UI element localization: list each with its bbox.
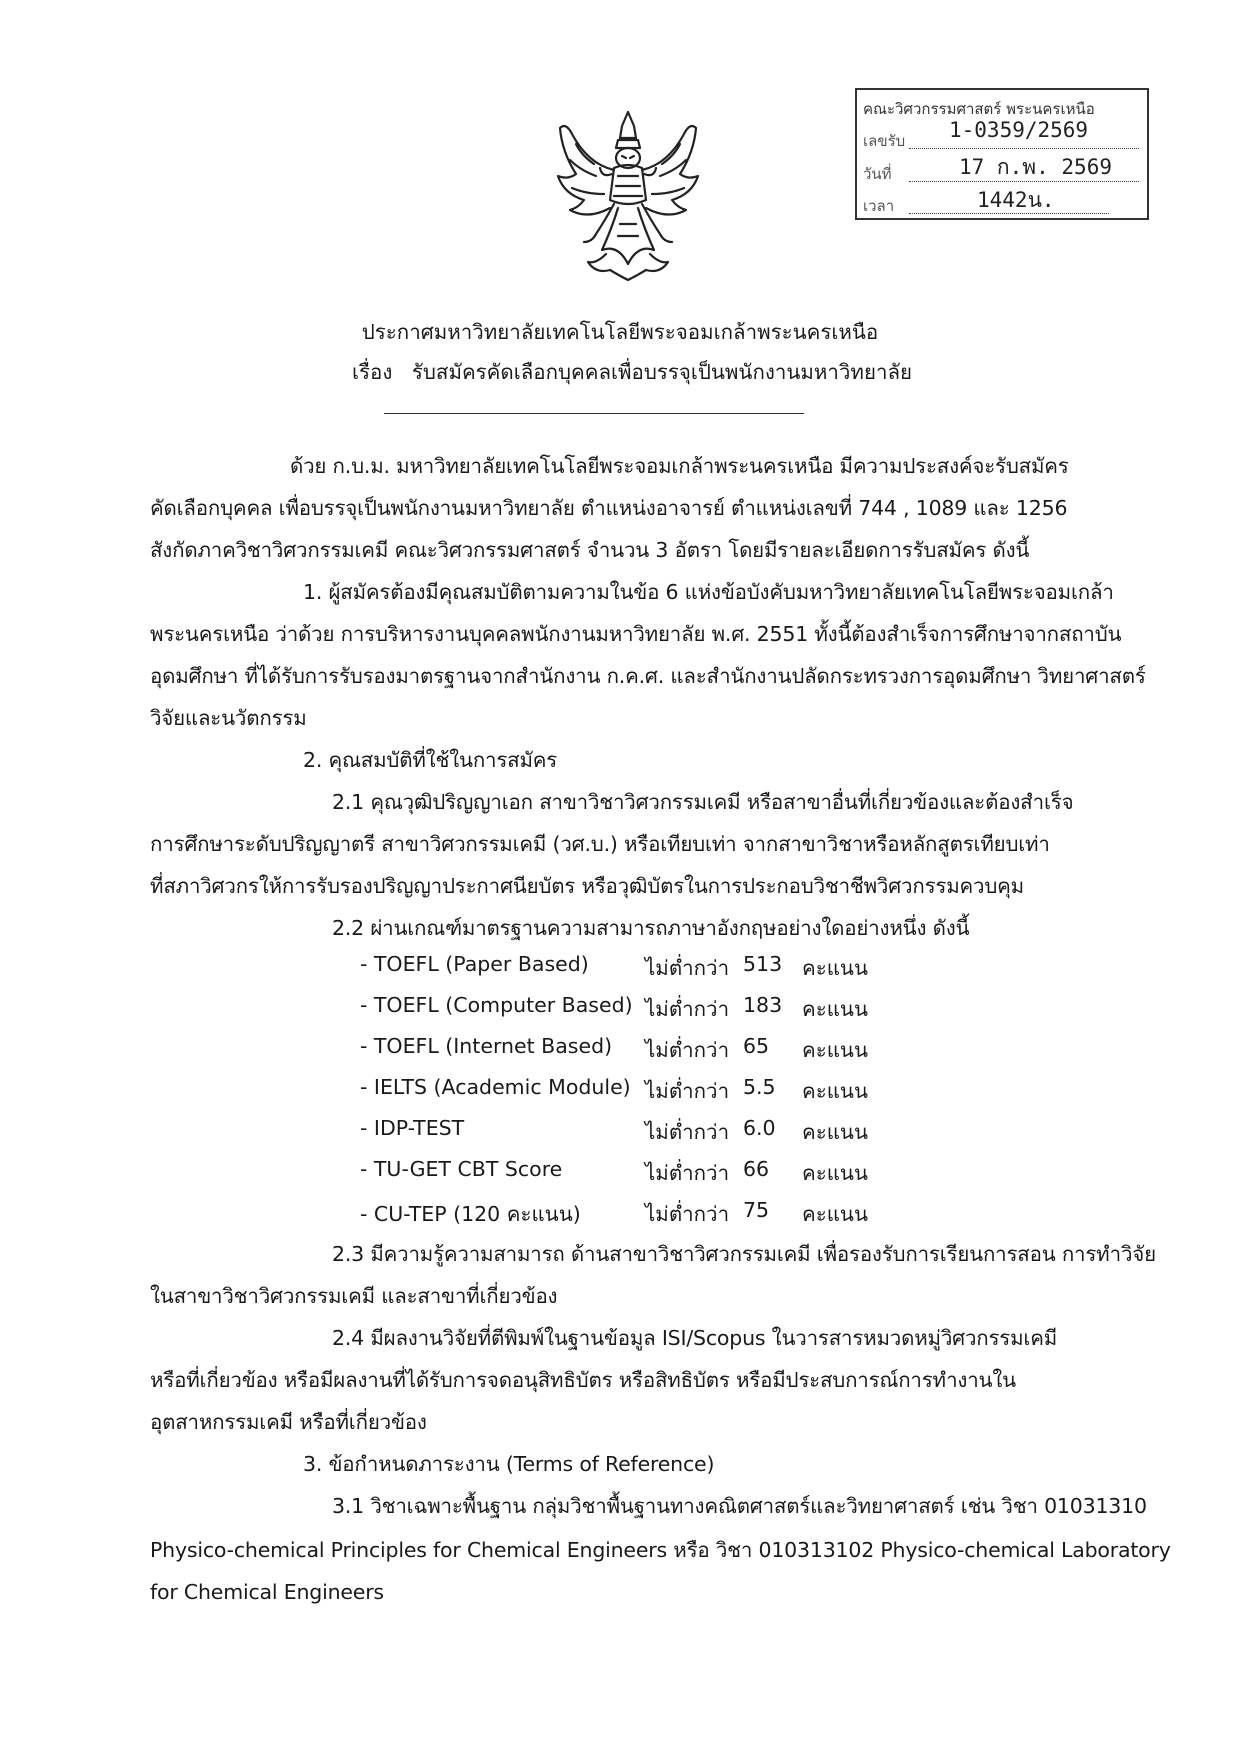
stamp-org: คณะวิศวกรรมศาสตร์ พระนครเหนือ	[863, 100, 1095, 118]
item2-1-line-2: การศึกษาระดับปริญญาตรี สาขาวิศวกรรมเคมี (วศ.บ.) หรือเทียบเท่า จากสาขาวิชาหรือหลักสูตรเทียบเท่า	[150, 832, 1050, 856]
score-value: 75	[743, 1198, 770, 1222]
item2-4-line-3: อุตสาหกรรมเคมี หรือที่เกี่ยวข้อง	[150, 1410, 427, 1434]
score-unit: คะแนน	[802, 956, 868, 980]
score-value: 65	[743, 1034, 770, 1058]
announcement-title: ประกาศมหาวิทยาลัยเทคโนโลยีพระจอมเกล้าพระนครเหนือ	[361, 320, 879, 344]
score-unit: คะแนน	[802, 997, 868, 1021]
stamp-time-label: เวลา	[863, 197, 895, 215]
score-unit: คะแนน	[802, 1079, 868, 1103]
score-condition: ไม่ต่ำกว่า	[645, 1161, 730, 1185]
receiving-stamp	[855, 88, 1149, 220]
stamp-receive-label: เลขรับ	[863, 132, 906, 150]
score-test: - TOEFL (Internet Based)	[360, 1034, 613, 1058]
score-condition: ไม่ต่ำกว่า	[645, 1120, 730, 1144]
item2-2-heading: 2.2 ผ่านเกณฑ์มาตรฐานความสามารถภาษาอังกฤษอย่างใดอย่างหนึ่ง ดังนี้	[332, 916, 970, 940]
score-condition: ไม่ต่ำกว่า	[645, 956, 730, 980]
score-value: 66	[743, 1157, 770, 1181]
item2-1-line-1: 2.1 คุณวุฒิปริญญาเอก สาขาวิชาวิศวกรรมเคมี หรือสาขาอื่นที่เกี่ยวข้องและต้องสำเร็จ	[332, 790, 1074, 814]
item3-1-line-2: Physico-chemical Principles for Chemical Engineers หรือ วิชา 010313102 Physico-chemical Laboratory	[150, 1538, 1171, 1562]
score-condition: ไม่ต่ำกว่า	[645, 1202, 730, 1226]
item2-3-line-1: 2.3 มีความรู้ความสามารถ ด้านสาขาวิชาวิศวกรรมเคมี เพื่อรองรับการเรียนการสอน การทำวิจัย	[332, 1242, 1156, 1266]
score-test: - CU-TEP (120 คะแนน)	[360, 1202, 581, 1226]
score-value: 183	[743, 993, 783, 1017]
intro-line-3: สังกัดภาควิชาวิศวกรรมเคมี คณะวิศวกรรมศาสตร์ จำนวน 3 อัตรา โดยมีรายละเอียดการรับสมัคร ดังนี้	[150, 538, 1030, 562]
subject-text: รับสมัครคัดเลือกบุคคลเพื่อบรรจุเป็นพนักงานมหาวิทยาลัย	[411, 360, 913, 384]
score-test: - TU-GET CBT Score	[360, 1157, 563, 1181]
item3-1-line-3: for Chemical Engineers	[150, 1580, 384, 1604]
item1-line-4: วิจัยและนวัตกรรม	[150, 706, 307, 730]
score-unit: คะแนน	[802, 1120, 868, 1144]
score-test: - IDP-TEST	[360, 1116, 465, 1140]
score-condition: ไม่ต่ำกว่า	[645, 997, 730, 1021]
score-condition: ไม่ต่ำกว่า	[645, 1038, 730, 1062]
item2-4-line-2: หรือที่เกี่ยวข้อง หรือมีผลงานที่ได้รับการจดอนุสิทธิบัตร หรือสิทธิบัตร หรือมีประสบการณ์การทำงานใน	[150, 1368, 1016, 1392]
intro-line-1: ด้วย ก.บ.ม. มหาวิทยาลัยเทคโนโลยีพระจอมเกล้าพระนครเหนือ มีความประสงค์จะรับสมัคร	[290, 454, 1069, 478]
garuda-emblem-icon	[548, 104, 708, 282]
header-divider	[384, 413, 804, 414]
item2-4-line-1: 2.4 มีผลงานวิจัยที่ตีพิมพ์ในฐานข้อมูล ISI/Scopus ในวารสารหมวดหมู่วิศวกรรมเคมี	[332, 1326, 1058, 1350]
stamp-time: 1442น.	[977, 188, 1055, 212]
stamp-receive-number: 1-0359/2569	[949, 118, 1089, 142]
subject-line	[352, 356, 912, 389]
stamp-date-label: วันที่	[863, 165, 892, 183]
score-test: - TOEFL (Paper Based)	[360, 952, 589, 976]
score-unit: คะแนน	[802, 1161, 868, 1185]
item1-line-3: อุดมศึกษา ที่ได้รับการรับรองมาตรฐานจากสำนักงาน ก.ค.ศ. และสำนักงานปลัดกระทรวงการอุดมศึกษา วิทยาศาสตร์	[150, 664, 1146, 688]
score-test: - TOEFL (Computer Based)	[360, 993, 633, 1017]
item3-heading: 3. ข้อกำหนดภาระงาน (Terms of Reference)	[303, 1452, 715, 1476]
item2-3-line-2: ในสาขาวิชาวิศวกรรมเคมี และสาขาที่เกี่ยวข้อง	[150, 1284, 558, 1308]
score-condition: ไม่ต่ำกว่า	[645, 1079, 730, 1103]
item1-line-2: พระนครเหนือ ว่าด้วย การบริหารงานบุคคลพนักงานมหาวิทยาลัย พ.ศ. 2551 ทั้งนี้ต้องสำเร็จการศึกษาจากสถาบัน	[150, 622, 1122, 646]
stamp-date: 17 ก.พ. 2569	[959, 155, 1112, 179]
score-unit: คะแนน	[802, 1038, 868, 1062]
score-test: - IELTS (Academic Module)	[360, 1075, 631, 1099]
intro-line-2: คัดเลือกบุคคล เพื่อบรรจุเป็นพนักงานมหาวิทยาลัย ตำแหน่งอาจารย์ ตำแหน่งเลขที่ 744 , 1089 และ 1256	[150, 496, 1068, 520]
score-unit: คะแนน	[802, 1202, 868, 1226]
score-value: 513	[743, 952, 783, 976]
subject-label: เรื่อง	[352, 360, 393, 384]
item1-line-1: 1. ผู้สมัครต้องมีคุณสมบัติตามความในข้อ 6 แห่งข้อบังคับมหาวิทยาลัยเทคโนโลยีพระจอมเกล้า	[303, 580, 1114, 604]
item2-heading: 2. คุณสมบัติที่ใช้ในการสมัคร	[303, 748, 558, 772]
item2-1-line-3: ที่สภาวิศวกรให้การรับรองปริญญาประกาศนียบัตร หรือวุฒิบัตรในการประกอบวิชาชีพวิศวกรรมควบคุม	[150, 874, 1024, 898]
score-value: 5.5	[743, 1075, 776, 1099]
item3-1-line-1: 3.1 วิชาเฉพาะพื้นฐาน กลุ่มวิชาพื้นฐานทางคณิตศาสตร์และวิทยาศาสตร์ เช่น วิชา 01031310	[332, 1494, 1147, 1518]
score-value: 6.0	[743, 1116, 776, 1140]
